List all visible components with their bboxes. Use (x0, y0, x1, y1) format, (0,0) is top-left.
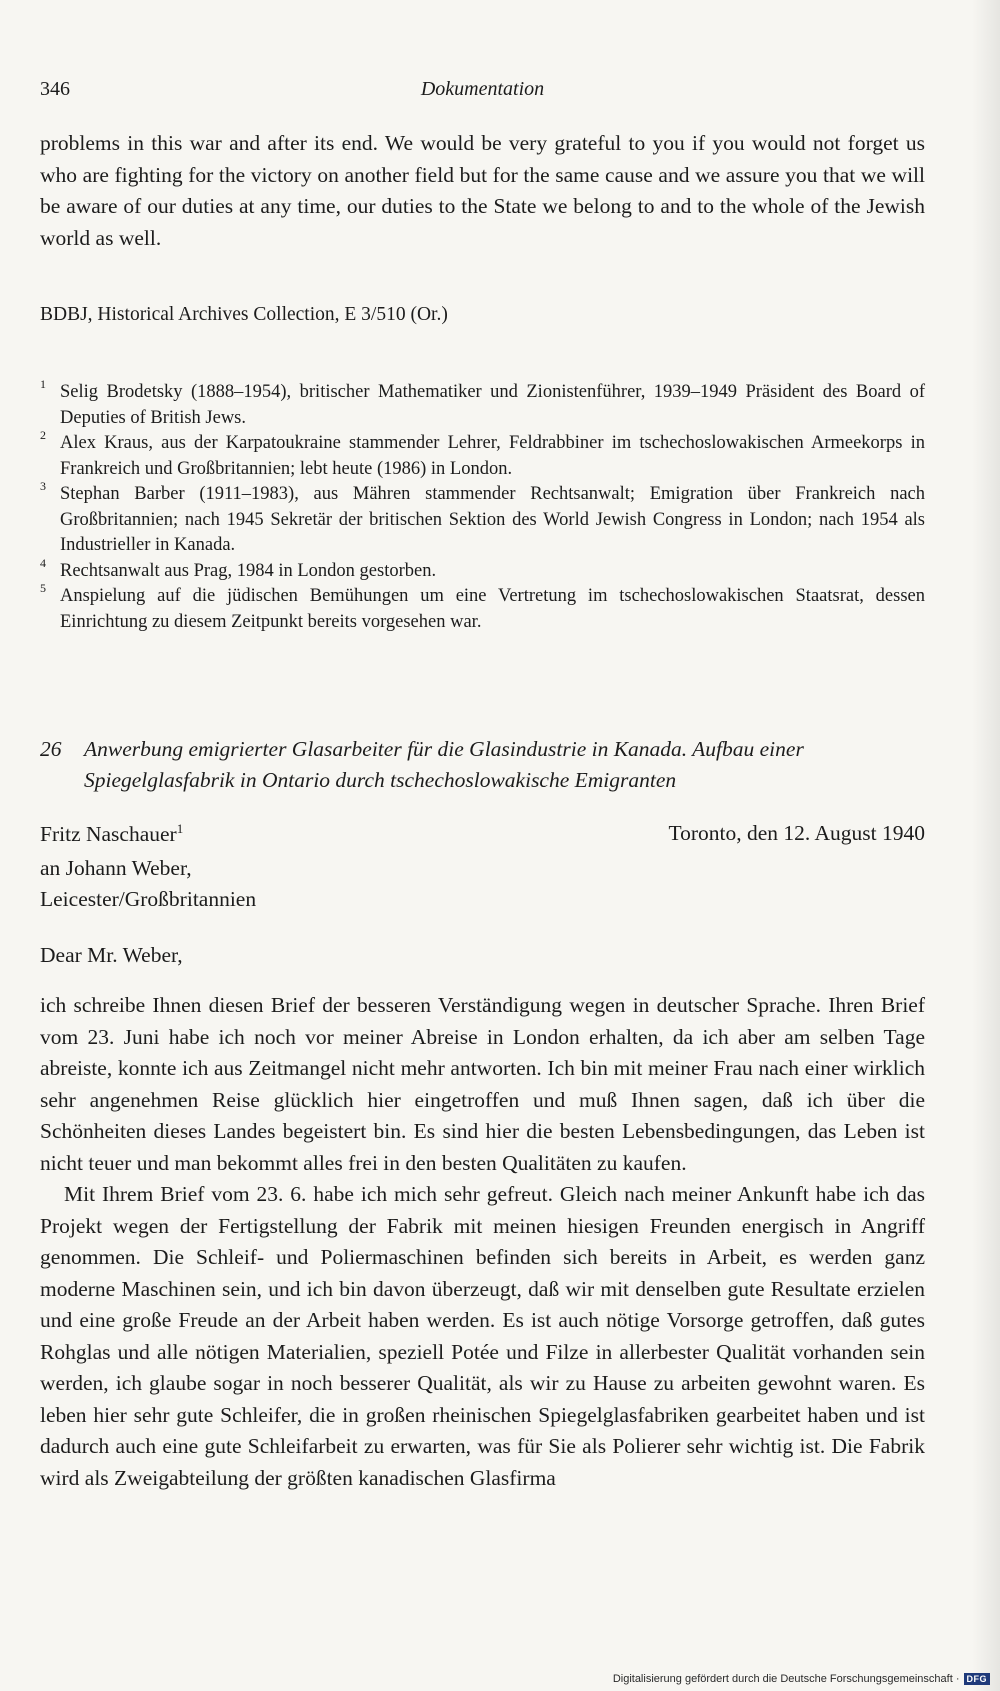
footnote-number: 5 (40, 581, 46, 595)
digitization-footer (613, 1673, 990, 1685)
footnote-4 (40, 555, 925, 585)
footnote-number: 3 (40, 479, 46, 493)
footnotes (40, 377, 925, 635)
footnote-2 (40, 428, 925, 482)
scan-edge-shadow (972, 0, 1000, 1691)
footnote-number: 1 (40, 377, 46, 391)
footnote-1 (40, 377, 925, 431)
page-number: 346 (40, 78, 70, 100)
digitization-note: Digitalisierung gefördert durch die Deutsche Forschungsgemeinschaft · (612, 1673, 960, 1685)
letter-sender (40, 821, 183, 847)
letter-paragraph-2: Mit Ihrem Brief vom 23. 6. habe ich mich sehr gefreut. Gleich nach meiner Ankunft habe ich das Projekt wegen der Fertigstellung der Fabrik mit meinen hiesigen Freunden energisch in Angriff genommen. Die Schleif- und Poliermaschinen befinden sich bereits in Arbeit, es werden ganz moderne Maschinen sein, und ich bin davon überzeugt, daß wir mit denselben gute Resultate erzielen und eine große Freude an der Arbeit haben werden. Es ist auch nötige Vorsorge getroffen, daß gutes Rohglas und alle nötigen Materialien, speziell Potée und Filze in allerbester Qualität vorhanden sein werden, ich glaube sogar in noch besserer Qualität, als wir zu Hause zu arbeiten gewohnt waren. Es leben hier sehr gute Schleifer, die in großen rheinischen Spiegelglasfabriken gearbeitet haben und ist dadurch auch eine gute Schleifarbeit zu erwarten, was für Sie als Polierer sehr wichtig ist. Die Fabrik wird als Zweigabteilung der größten kanadischen Glasfirma (40, 1182, 925, 1490)
salutation: Dear Mr. Weber, (40, 943, 183, 967)
footnote-text: Anspielung auf die jüdischen Bemühungen um eine Vertretung im tschechoslowakischen Staatsrat, dessen Einrichtung zu diesem Zeitpunkt bereits vorgesehen war. (60, 586, 925, 632)
running-head (40, 78, 925, 108)
running-title: Dokumentation (420, 78, 545, 100)
letter-paragraph-1: ich schreibe Ihnen diesen Brief der besseren Verständigung wegen in deutscher Sprache. Ihren Brief vom 23. Juni habe ich noch vor meiner Abreise in London erhalten, da ich aber am selben Tage abreiste, konnte ich aus Zeitmangel nicht mehr antworten. Ich bin mit meiner Frau nach einer wirklich sehr angenehmen Reise glücklich hier eingetroffen und muß Ihnen sagen, daß ich über die Schönheiten dieses Landes begeistert bin. Es sind hier die besten Lebensbedingungen, das Leben ist nicht teuer und man bekommt alles frei in den besten Qualitäten zu kaufen. (40, 993, 925, 1175)
sender-footnote-ref: 1 (176, 821, 184, 836)
dfg-logo: DFG (964, 1673, 991, 1685)
footnote-text: Rechtsanwalt aus Prag, 1984 in London gestorben. (60, 560, 437, 581)
recipient-line-1: an Johann Weber, (40, 856, 192, 880)
document-title: Anwerbung emigrierter Glasarbeiter für die Glasindustrie in Kanada. Aufbau einer Spiegelglasfabrik in Ontario durch tschechoslowakische Emigranten (84, 737, 804, 792)
footnote-number: 4 (40, 555, 46, 570)
footnote-text: Stephan Barber (1911–1983), aus Mähren stammender Rechtsanwalt; Emigration über Frankreich nach Großbritannien; nach 1945 Sekretär der britischen Sektion des World Jewish Congress in London; nach 1954 als Industrieller in Kanada. (60, 484, 925, 555)
footnote-text: Alex Kraus, aus der Karpatoukraine stammender Lehrer, Feldrabbiner im tschechoslowakischen Armeekorps in Frankreich und Großbritannien; lebt heute (1986) in London. (60, 433, 925, 479)
place-and-date: Toronto, den 12. August 1940 (668, 821, 925, 845)
continuation-paragraph: problems in this war and after its end. We would be very grateful to you if you would not forget us who are fighting for the victory on another field but for the same cause and we assure you that we will be aware of our duties at any time, our duties to the State we belong to and to the whole of the Jewish world as well. (40, 131, 925, 250)
archive-source-note: BDBJ, Historical Archives Collection, E 3/510 (Or.) (40, 304, 448, 325)
continuation-block (40, 128, 925, 254)
footnote-3 (40, 479, 925, 559)
footnote-number: 2 (40, 428, 46, 442)
document-number: 26 (40, 737, 62, 761)
recipient-line-2: Leicester/Großbritannien (40, 887, 257, 911)
document-heading (40, 734, 925, 796)
footnote-5 (40, 581, 925, 635)
footnote-text: Selig Brodetsky (1888–1954), britischer Mathematiker und Zionistenführer, 1939–1949 Präsident des Board of Deputies of British Jews. (60, 382, 925, 428)
sender-name: Fritz Naschauer (40, 822, 177, 847)
letter-body (40, 990, 925, 1494)
letter-header (40, 821, 925, 853)
